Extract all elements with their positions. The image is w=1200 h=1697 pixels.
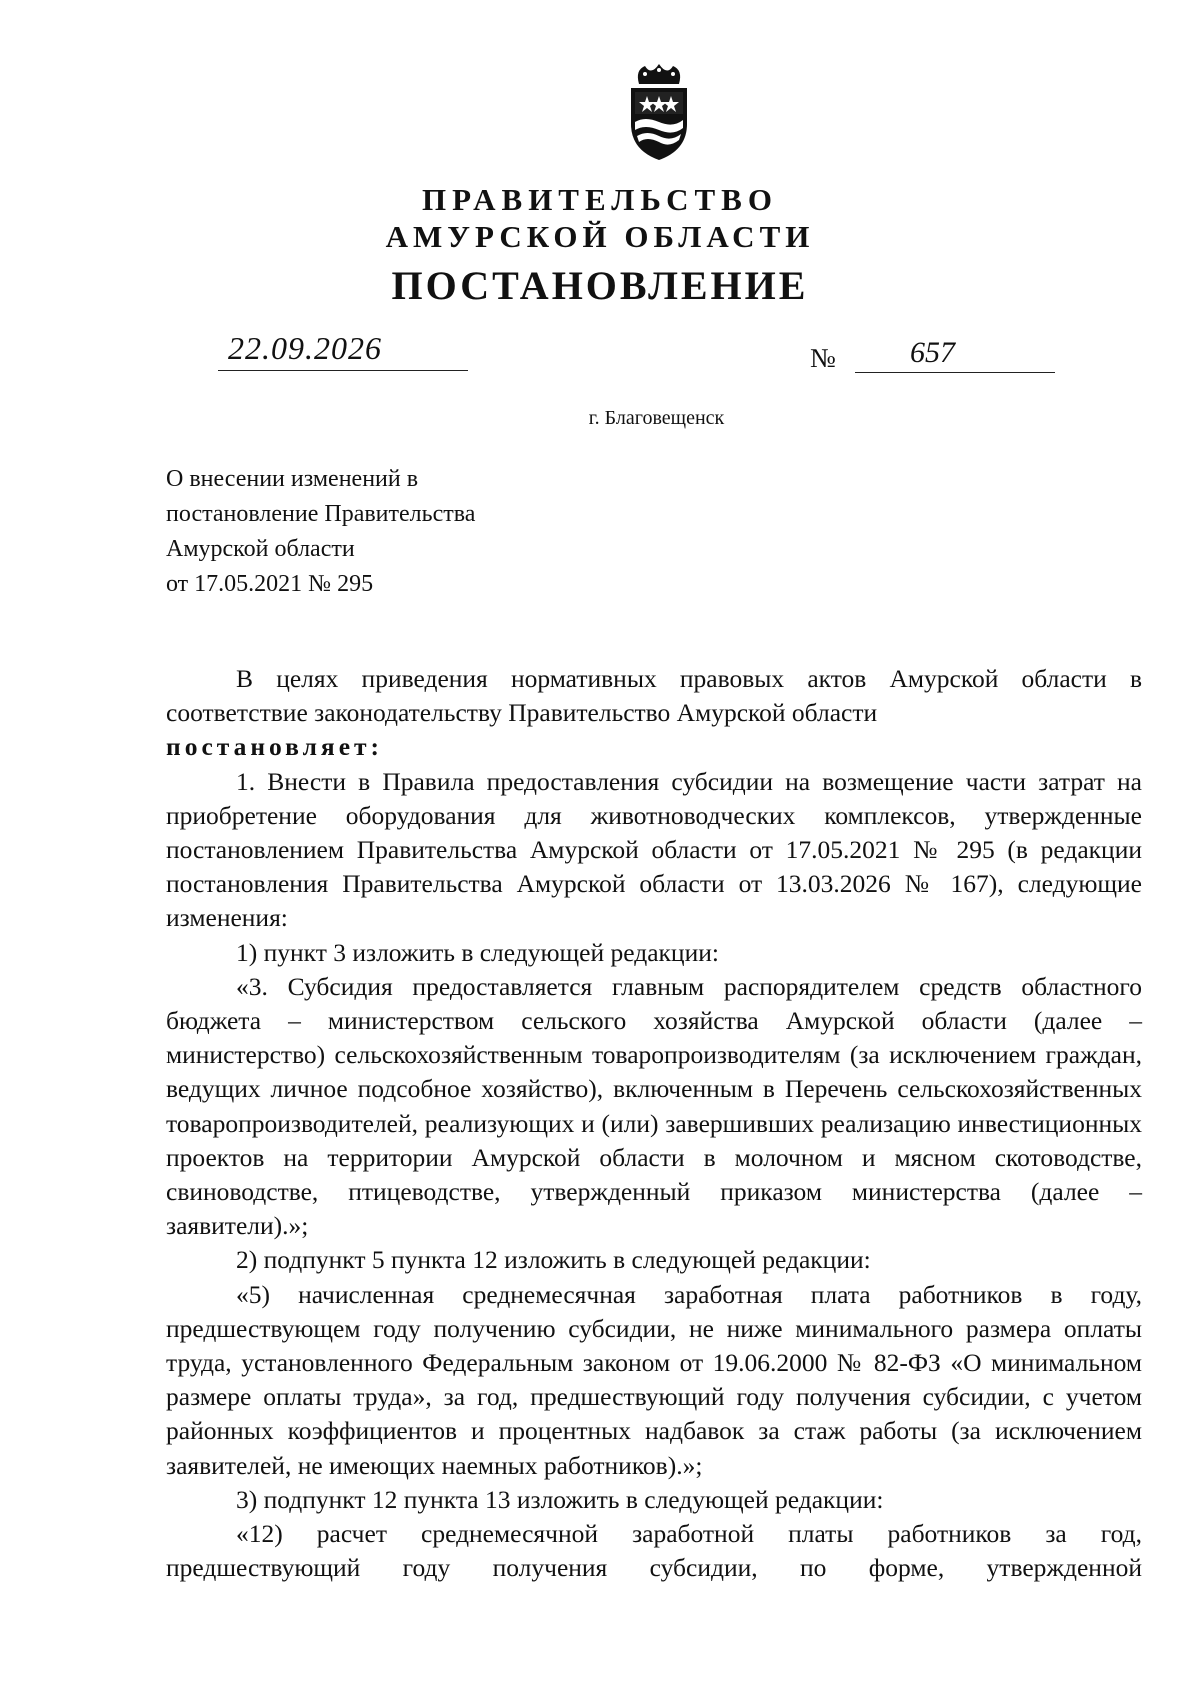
subject-line: постановление Правительства: [166, 501, 476, 527]
subitem-1-text: «3. Субсидия предоставляется главным распорядителем средств областного бюджета – министерством сельского хозяйства Амурской области (далее – министерство) сельскохозяйственным товаропроизводителям (за исключением граждан, ведущих личное подсобное хозяйство), включенным в Перечень сельскохозяйственных товаропроизводителей, реализующих и (или) завершивших реализацию инвестиционных проектов на территории Амурской области в молочном и мясном скотоводстве, свиноводстве, птицеводстве, утвержденный приказом министерства (далее – заявители).»;: [166, 971, 1142, 1241]
subitem-2-text: «5) начисленная среднемесячная заработная плата работников в году, предшествующем году получению субсидии, не ниже минимального размера оплаты труда, установленного Федеральным законом от 19.06.2000 № 82-ФЗ «О минимальном размере оплаты труда», за год, предшествующий году получения субсидии, с учетом районных коэффициентов и процентных надбавок за стаж работы (за исключением заявителей, не имеющих наемных работников).»;: [166, 1279, 1142, 1480]
document-date: 22.09.2026: [228, 330, 382, 366]
number-underline: [855, 372, 1055, 373]
subject-line: О внесении изменений в: [166, 466, 419, 492]
document-type-title: ПОСТАНОВЛЕНИЕ: [391, 263, 809, 308]
subject-line: Амурской области: [166, 536, 355, 562]
subitem-3-heading: 3) подпункт 12 пункта 13 изложить в следующей редакции:: [236, 1484, 884, 1514]
subitem-1-heading: 1) пункт 3 изложить в следующей редакции:: [236, 937, 719, 967]
preamble-paragraph: В целях приведения нормативных правовых актов Амурской области в соответствие законодательству Правительство Амурской области: [166, 664, 1142, 728]
org-name-line1: ПРАВИТЕЛЬСТВО: [422, 182, 778, 217]
subject-line: от 17.05.2021 № 295: [166, 571, 374, 597]
amur-oblast-coat-of-arms-icon: [625, 62, 693, 162]
document-number: 657: [910, 336, 955, 369]
document-body: [166, 662, 1142, 1585]
operative-verb: постановляет:: [166, 732, 384, 762]
document-subject: [166, 462, 475, 602]
item-1-paragraph: 1. Внести в Правила предоставления субсидии на возмещение части затрат на приобретение оборудования для животноводческих комплексов, утвержденные постановлением Правительства Амурской области от 17.05.2021 № 295 (в редакции постановления Правительства Амурской области от 13.03.2026 № 167), следующие изменения:: [166, 766, 1142, 933]
subitem-2-heading: 2) подпункт 5 пункта 12 изложить в следующей редакции:: [236, 1245, 871, 1275]
subitem-3-text: «12) расчет среднемесячной заработной платы работников за год, предшествующий году получения субсидии, по форме, утвержденной: [166, 1519, 1142, 1583]
date-underline: [218, 370, 468, 371]
number-sign: №: [810, 343, 836, 373]
city-name: г. Благовещенск: [588, 407, 725, 429]
org-name-line2: АМУРСКОЙ ОБЛАСТИ: [385, 219, 815, 254]
